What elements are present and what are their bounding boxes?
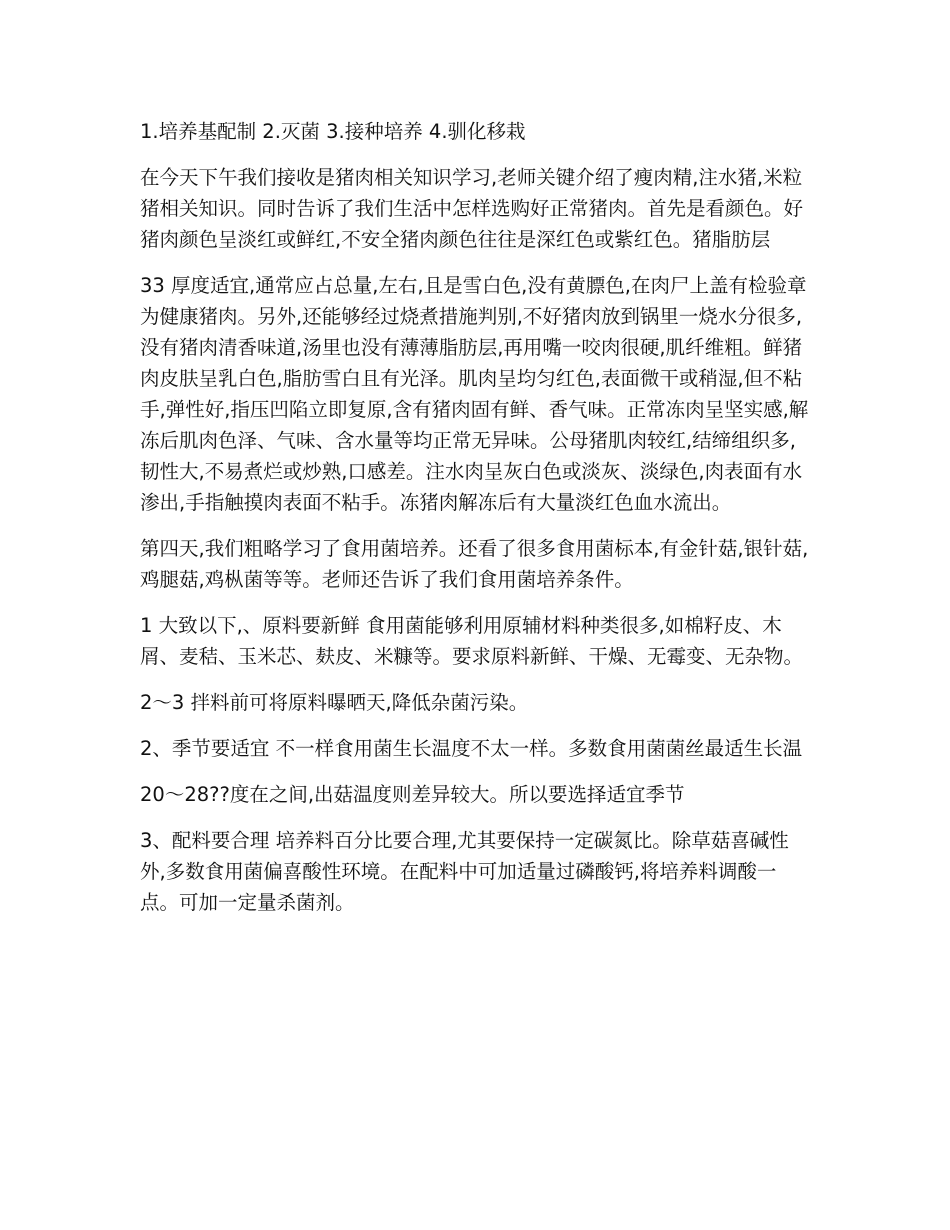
paragraph-fungi-condition-2b: 20～28??度在之间,出菇温度则差异较大。所以要选择适宜季节	[140, 783, 685, 806]
paragraph-fungi-condition-1b: 2～3 拌料前可将原料曝晒天,降低杂菌污染。	[140, 691, 529, 714]
paragraph-fungi-condition-1: 1 大致以下,、原料要新鲜 食用菌能够利用原辅材料种类很多,如棉籽皮、木屑、麦秸、玉米芯、麸皮、米糠等。要求原料新鲜、干燥、无霉变、无杂物。	[140, 614, 804, 668]
paragraph-fungi-condition-3: 3、配料要合理 培养料百分比要合理,尤其要保持一定碳氮比。除草菇喜碱性外,多数食用菌偏喜酸性环境。在配料中可加适量过磷酸钙,将培养料调酸一点。可加一定量杀菌剂。	[140, 829, 789, 914]
paragraph-steps: 1.培养基配制 2.灭菌 3.接种培养 4.驯化移栽	[140, 120, 526, 143]
document-body	[140, 116, 812, 933]
paragraph-fungi-condition-2: 2、季节要适宜 不一样食用菌生长温度不太一样。多数食用菌菌丝最适生长温	[140, 737, 803, 760]
paragraph-fungi-intro: 第四天,我们粗略学习了食用菌培养。还看了很多食用菌标本,有金针菇,银针菇,鸡腿菇,鸡枞菌等等。老师还告诉了我们食用菌培养条件。	[140, 537, 809, 591]
paragraph-pork-detail: 33 厚度适宜,通常应占总量,左右,且是雪白色,没有黄膘色,在肉尸上盖有检验章为健康猪肉。另外,还能够经过烧煮措施判别,不好猪肉放到锅里一烧水分很多,没有猪肉清香味道,汤里也没有薄薄脂肪层,再用嘴一咬肉很硬,肌纤维粗。鲜猪肉皮肤呈乳白色,脂肪雪白且有光泽。肌肉呈均匀红色,表面微干或稍湿,但不粘手,弹性好,指压凹陷立即复原,含有猪肉固有鲜、香气味。正常冻肉呈坚实感,解冻后肌肉色泽、气味、含水量等均正常无异味。公母猪肌肉较红,结缔组织多,韧性大,不易煮烂或炒熟,口感差。注水肉呈灰白色或淡灰、淡绿色,肉表面有水渗出,手指触摸肉表面不粘手。冻猪肉解冻后有大量淡红色血水流出。	[140, 274, 809, 514]
paragraph-pork-intro: 在今天下午我们接收是猪肉相关知识学习,老师关键介绍了瘦肉精,注水猪,米粒猪相关知识。同时告诉了我们生活中怎样选购好正常猪肉。首先是看颜色。好猪肉颜色呈淡红或鲜红,不安全猪肉颜色往往是深红色或紫红色。猪脂肪层	[140, 166, 804, 251]
